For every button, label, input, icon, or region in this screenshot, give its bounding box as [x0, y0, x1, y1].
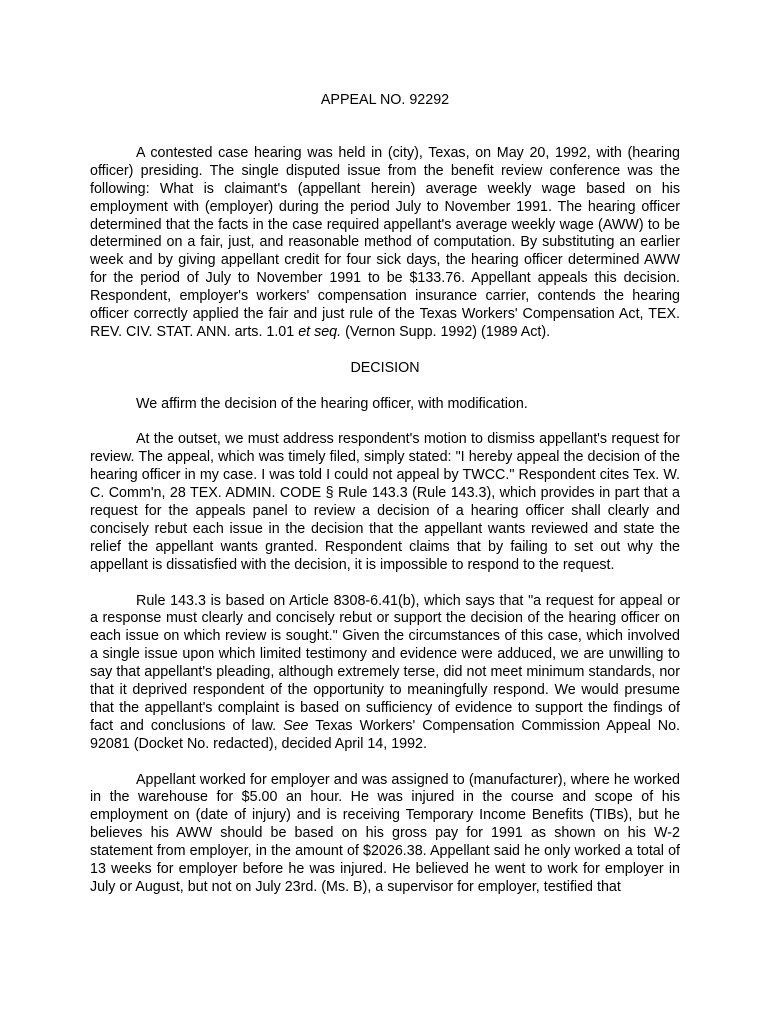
- document-page: [90, 92, 680, 897]
- affirm-paragraph: We affirm the decision of the hearing officer, with modification.: [136, 395, 528, 412]
- intro-text: A contested case hearing was held in (city), Texas, on May 20, 1992, with (hearing officer) presiding. The single disputed issue from the benefit review conference was the following: What is claimant's (appellant herein) average weekly wage based on his employment with (employer) during the period July to November 1991. The hearing officer determined that the facts in the case required appellant's average weekly wage (AWW) to be determined on a fair, just, and reasonable method of computation. By substituting an earlier week and by giving appellant credit for four sick days, the hearing officer determined AWW for the period of July to November 1991 to be $133.76. Appellant appeals this decision. Respondent, employer's workers' compensation insurance carrier, contends the hearing officer correctly applied the fair and just rule of the Texas Workers' Compensation Act, TEX. REV. CIV. STAT. ANN. arts. 1.01: [90, 144, 680, 340]
- motion-paragraph: At the outset, we must address respondent's motion to dismiss appellant's request for review. The appeal, which was timely filed, simply stated: "I hereby appeal the decision of the hearing officer in my case. I was told I could not appeal by TWCC." Respondent cites Tex. W. C. Comm'n, 28 TEX. ADMIN. CODE § Rule 143.3 (Rule 143.3), which provides in part that a request for the appeals panel to review a decision of a hearing officer shall clearly and concisely rebut each issue in the decision that the appellant wants reviewed and state the relief the appellant wants granted. Respondent claims that by failing to set out why the appellant is dissatisfied with the decision, it is impossible to respond to the request.: [90, 431, 680, 573]
- rule-italic-see: See: [283, 717, 309, 734]
- rule-paragraph: [90, 593, 680, 754]
- facts-paragraph: Appellant worked for employer and was assigned to (manufacturer), where he worked in the warehouse for $5.00 an hour. He was injured in the course and scope of his employment on (date of injury) and is receiving Temporary Income Benefits (TIBs), but he believes his AWW should be based on his gross pay for 1991 as shown on his W-2 statement from employer, in the amount of $2026.38. Appellant said he only worked a total of 13 weeks for employer before he was injured. He believed he went to work for employer in July or August, but not on July 23rd. (Ms. B), a supervisor for employer, testified that: [90, 771, 680, 895]
- intro-italic-et-seq: et seq.: [298, 323, 342, 340]
- decision-heading: DECISION: [350, 359, 420, 376]
- intro-text-end: (Vernon Supp. 1992) (1989 Act).: [341, 323, 551, 340]
- document-title: APPEAL NO. 92292: [320, 92, 450, 108]
- rule-text: Rule 143.3 is based on Article 8308-6.41(b), which says that "a request for appeal or a response must clearly and concisely rebut or support the decision of the hearing officer on each issue on which review is sought." Given the circumstances of this case, which involved a single issue upon which limited testimony and evidence were adduced, we are unwilling to say that appellant's pleading, although extremely terse, did not meet minimum standards, nor that it deprived respondent of the opportunity to meaningfully respond. We would presume that the appellant's complaint is based on sufficiency of evidence to support the findings of fact and conclusions of law.: [90, 592, 680, 734]
- intro-paragraph: [90, 145, 680, 342]
- rule-text-end: Texas Workers' Compensation Commission Appeal No. 92081 (Docket No. redacted), decided April 14, 1992.: [90, 717, 680, 752]
